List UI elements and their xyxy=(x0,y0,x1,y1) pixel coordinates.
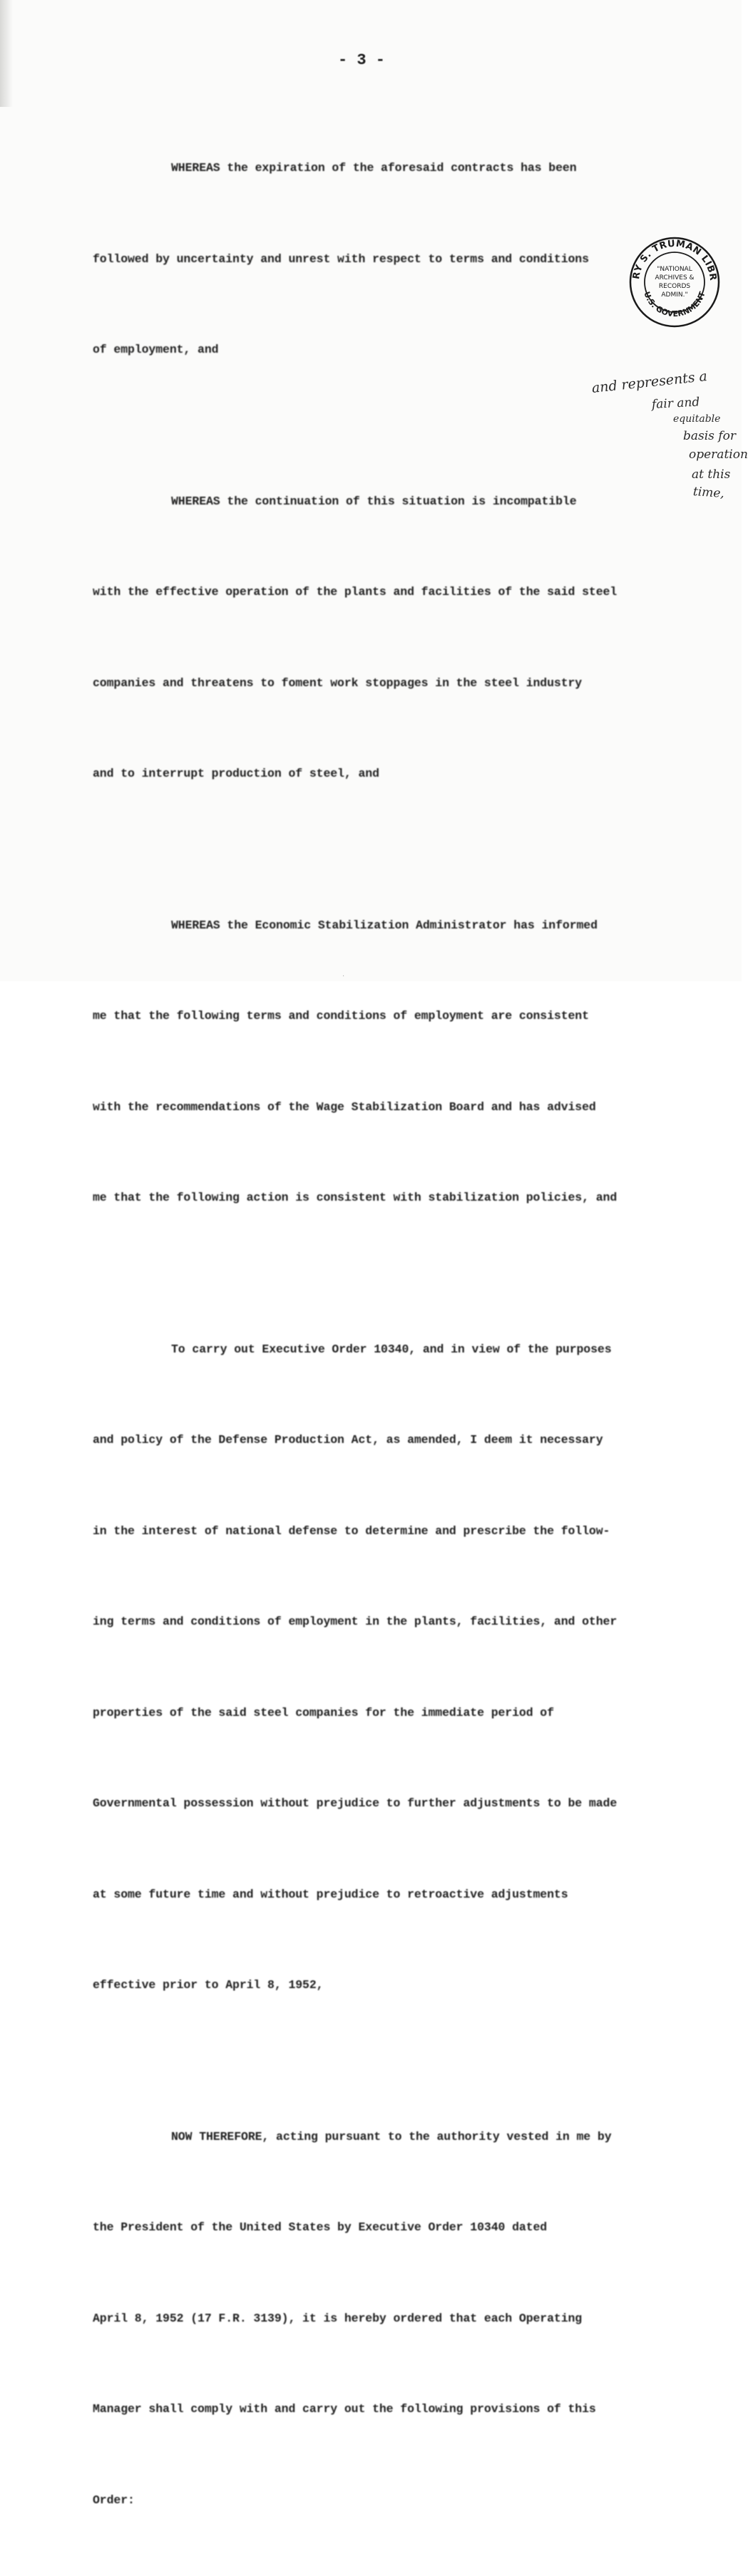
text-line: WHEREAS the continuation of this situation is incompatible xyxy=(93,487,670,517)
text-line: To carry out Executive Order 10340, and in view of the purposes xyxy=(93,1335,670,1365)
document-body xyxy=(93,93,670,2576)
handwriting-line: operation xyxy=(689,448,748,462)
scan-speck: · xyxy=(342,973,344,981)
document-page xyxy=(0,0,742,981)
text-line: of employment, and xyxy=(93,335,670,366)
paragraph-whereas-continuation xyxy=(93,426,670,850)
text-line: and policy of the Defense Production Act, as amended, I deem it necessary xyxy=(93,1425,670,1456)
text-line: WHEREAS the expiration of the aforesaid contracts has been xyxy=(93,153,670,184)
handwriting-line: time, xyxy=(692,485,724,501)
page-edge-shadow xyxy=(0,0,13,107)
text-line: NOW THEREFORE, acting pursuant to the authority vested in me by xyxy=(93,2122,670,2153)
handwriting-line: at this xyxy=(692,467,730,482)
handwriting-line: fair and xyxy=(651,395,700,411)
stamp-bottom-text: U.S. GOVERNMENT xyxy=(642,290,707,319)
text-line: ing terms and conditions of employment in the plants, facilities, and other xyxy=(93,1607,670,1638)
stamp-outer-text: RY S. TRUMAN LIBR xyxy=(627,235,718,281)
stamp-inner-line: RECORDS xyxy=(659,283,690,290)
text-line: at some future time and without prejudice to retroactive adjustments xyxy=(93,1880,670,1910)
text-line: with the effective operation of the plants and facilities of the said steel xyxy=(93,577,670,608)
stamp-inner-line: ADMIN." xyxy=(661,291,687,299)
stamp-inner-line: ARCHIVES & xyxy=(655,274,694,281)
text-line: me that the following action is consistent with stabilization policies, and xyxy=(93,1183,670,1214)
text-line: me that the following terms and conditions of employment are consistent xyxy=(93,1001,670,1032)
text-line: Governmental possession without prejudice to further adjustments to be made xyxy=(93,1789,670,1819)
handwritten-annotation xyxy=(590,376,740,519)
paragraph-now-therefore xyxy=(93,2062,670,2576)
text-line: WHEREAS the Economic Stabilization Administrator has informed xyxy=(93,911,670,941)
stamp-graphic xyxy=(627,235,722,329)
paragraph-to-carry-out xyxy=(93,1274,670,2062)
text-line: effective prior to April 8, 1952, xyxy=(93,1970,670,2001)
text-line: Order: xyxy=(93,2486,670,2516)
text-line: in the interest of national defense to determine and prescribe the follow- xyxy=(93,1516,670,1547)
handwriting-line: equitable xyxy=(673,413,720,425)
paragraph-whereas-administrator xyxy=(93,850,670,1274)
text-line: Manager shall comply with and carry out the following provisions of this xyxy=(93,2394,670,2425)
stamp-inner-line: "NATIONAL xyxy=(657,266,692,273)
truman-library-stamp xyxy=(627,235,722,329)
text-line: April 8, 1952 (17 F.R. 3139), it is hereby ordered that each Operating xyxy=(93,2304,670,2334)
page-number: - 3 - xyxy=(329,51,394,69)
text-line: properties of the said steel companies for the immediate period of xyxy=(93,1698,670,1729)
text-line: with the recommendations of the Wage Stabilization Board and has advised xyxy=(93,1092,670,1123)
text-line: companies and threatens to foment work stoppages in the steel industry xyxy=(93,668,670,699)
text-line: followed by uncertainty and unrest with respect to terms and conditions xyxy=(93,244,670,275)
paragraph-whereas-expiration xyxy=(93,93,670,426)
handwriting-line: and represents a xyxy=(591,368,708,396)
text-line: and to interrupt production of steel, and xyxy=(93,759,670,790)
text-line: the President of the United States by Executive Order 10340 dated xyxy=(93,2213,670,2243)
handwriting-line: basis for xyxy=(683,429,736,443)
